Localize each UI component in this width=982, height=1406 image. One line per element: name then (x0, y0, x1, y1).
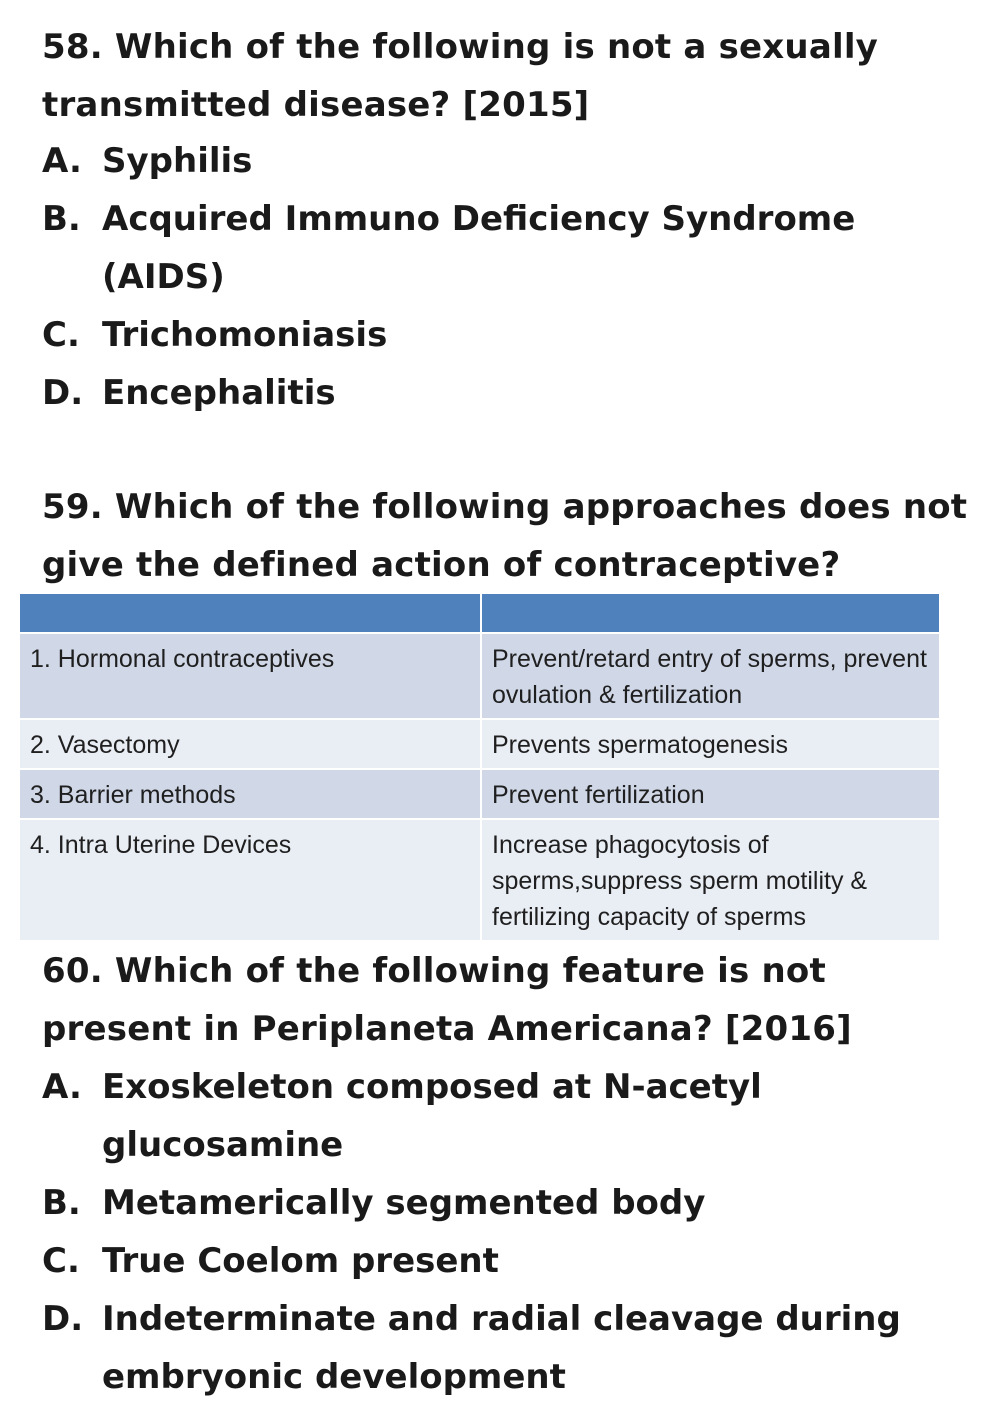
table-header-cell (19, 593, 481, 633)
table-row (19, 769, 940, 819)
action-cell: Prevents spermatogenesis (481, 719, 940, 769)
action-cell: Increase phagocytosis of sperms,suppress sperm motility & fertilizing capacity of sperms (481, 819, 940, 941)
action-cell: Prevent/retard entry of sperms, prevent ovulation & fertilization (481, 633, 940, 719)
question-60-option-d (42, 1290, 942, 1406)
table-row (19, 633, 940, 719)
table-header-row (19, 593, 940, 633)
option-letter: C. (42, 1241, 80, 1281)
option-letter: A. (42, 141, 82, 181)
table-row (19, 719, 940, 769)
option-letter: C. (42, 315, 80, 355)
option-letter: B. (42, 1183, 81, 1223)
question-60-option-c (42, 1232, 499, 1290)
option-text: Trichomoniasis (102, 315, 388, 355)
option-letter: D. (42, 1299, 84, 1339)
question-60-option-b (42, 1174, 705, 1232)
question-59-stem: 59. Which of the following approaches does not give the defined action of contraceptive? (42, 487, 968, 585)
question-58-option-d (42, 364, 336, 422)
question-58-option-a (42, 132, 252, 190)
option-text: Indeterminate and radial cleavage during embryonic development (102, 1299, 901, 1397)
table-header-cell (481, 593, 940, 633)
option-text: Syphilis (102, 141, 253, 181)
question-58-option-b (42, 190, 922, 306)
method-cell: 3. Barrier methods (19, 769, 481, 819)
method-cell: 2. Vasectomy (19, 719, 481, 769)
question-60-option-a (42, 1058, 922, 1174)
question-60-stem: 60. Which of the following feature is not present in Periplaneta Americana? [2016] (42, 951, 852, 1049)
option-text: Encephalitis (102, 373, 336, 413)
option-text: Metamerically segmented body (102, 1183, 706, 1223)
option-letter: B. (42, 199, 81, 239)
option-text: Acquired Immuno Deficiency Syndrome (AIDS) (102, 199, 856, 297)
option-letter: D. (42, 373, 84, 413)
contraceptive-table (18, 592, 941, 942)
question-58-stem: 58. Which of the following is not a sexually transmitted disease? [2015] (42, 27, 879, 125)
option-text: True Coelom present (102, 1241, 499, 1281)
method-cell: 1. Hormonal contraceptives (19, 633, 481, 719)
table-row (19, 819, 940, 941)
question-58-option-c (42, 306, 387, 364)
method-cell: 4. Intra Uterine Devices (19, 819, 481, 941)
option-letter: A. (42, 1067, 82, 1107)
action-cell: Prevent fertilization (481, 769, 940, 819)
option-text: Exoskeleton composed at N-acetyl glucosamine (102, 1067, 762, 1165)
